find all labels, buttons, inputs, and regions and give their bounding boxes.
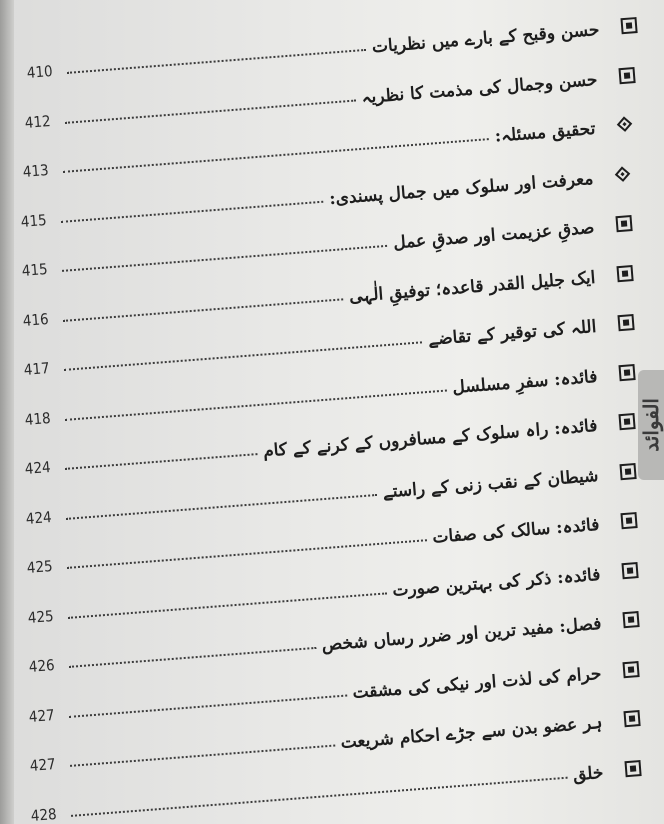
diamond-bullet-icon [615, 166, 631, 182]
toc-page-number: 413 [22, 161, 50, 181]
square-bullet-icon [620, 17, 637, 34]
toc-entry-title: اللہ کی توقیر کے تقاضے [427, 316, 597, 350]
toc-page-number: 427 [29, 755, 57, 775]
toc-page-number: 424 [25, 507, 53, 528]
square-bullet-icon [616, 215, 633, 232]
square-bullet-icon [618, 67, 635, 84]
square-bullet-icon [621, 562, 638, 579]
toc-entry-title: تحقیق مسئلہ: [494, 118, 597, 147]
toc-page-number: 425 [26, 557, 54, 577]
toc-entry-title: فائدہ: سالک کی صفات [431, 514, 601, 548]
square-bullet-icon [624, 710, 641, 727]
toc-page-number: 415 [21, 260, 49, 280]
square-bullet-icon [623, 661, 640, 678]
toc-page-number: 426 [27, 656, 55, 676]
toc-entry-title: ایک جلیل القدر قاعدہ؛ توفیقِ الٰہی [348, 267, 597, 307]
square-bullet-icon [620, 463, 637, 480]
toc-entry-title: خلق [572, 762, 605, 785]
square-bullet-icon [620, 512, 637, 529]
side-tab [638, 370, 664, 480]
toc-entry-title: معرفت اور سلوک میں جمال پسندی: [328, 168, 595, 209]
square-bullet-icon [616, 265, 633, 282]
toc-page-number: 417 [23, 359, 51, 379]
toc-entry-title: فائدہ: سفرِ مسلسل [451, 366, 598, 398]
square-bullet-icon [622, 611, 639, 628]
toc-page-number: 427 [28, 705, 56, 726]
toc-entry-title: شیطان کے نقب زنی کے راستے [382, 465, 600, 502]
toc-page-number: 415 [20, 210, 48, 231]
toc-page-number: 410 [26, 62, 54, 82]
toc-page-number: 424 [24, 458, 52, 478]
square-bullet-icon [617, 314, 634, 331]
book-gutter [0, 0, 14, 824]
toc-entry-title: فائدہ: راہ سلوک کے مسافروں کے کرنے کے کام [262, 415, 599, 462]
square-bullet-icon [624, 760, 641, 777]
toc-entry-title: حسن وجمال کی مذمت کا نظریہ [360, 69, 599, 108]
toc-page-number: 425 [27, 606, 55, 627]
toc-entry-title: فصل: مفید ترین اور ضرر رساں شخص [320, 613, 602, 656]
toc-entry-title: حرام کی لذت اور نیکی کی مشقت [352, 663, 603, 703]
toc-entry-title: ہر عضو بدن سے جڑے احکام شریعت [340, 712, 604, 754]
toc-page-number: 412 [24, 111, 52, 132]
toc-entry-title: فائدہ: ذکر کی بہترین صورت [391, 564, 601, 601]
toc-page-number: 418 [23, 408, 51, 429]
toc-page-number: 416 [22, 309, 50, 330]
toc-entry-title: حسن وقبح کے بارے میں نظریات [371, 19, 601, 58]
side-tab-label: الفوائد [639, 398, 663, 452]
toc-entry-title: صدقِ عزیمت اور صدقِ عمل [392, 217, 596, 254]
square-bullet-icon [619, 413, 636, 430]
diamond-bullet-icon [617, 116, 633, 132]
dot-leader [71, 776, 568, 816]
square-bullet-icon [618, 364, 635, 381]
toc-page-number: 428 [30, 804, 58, 824]
